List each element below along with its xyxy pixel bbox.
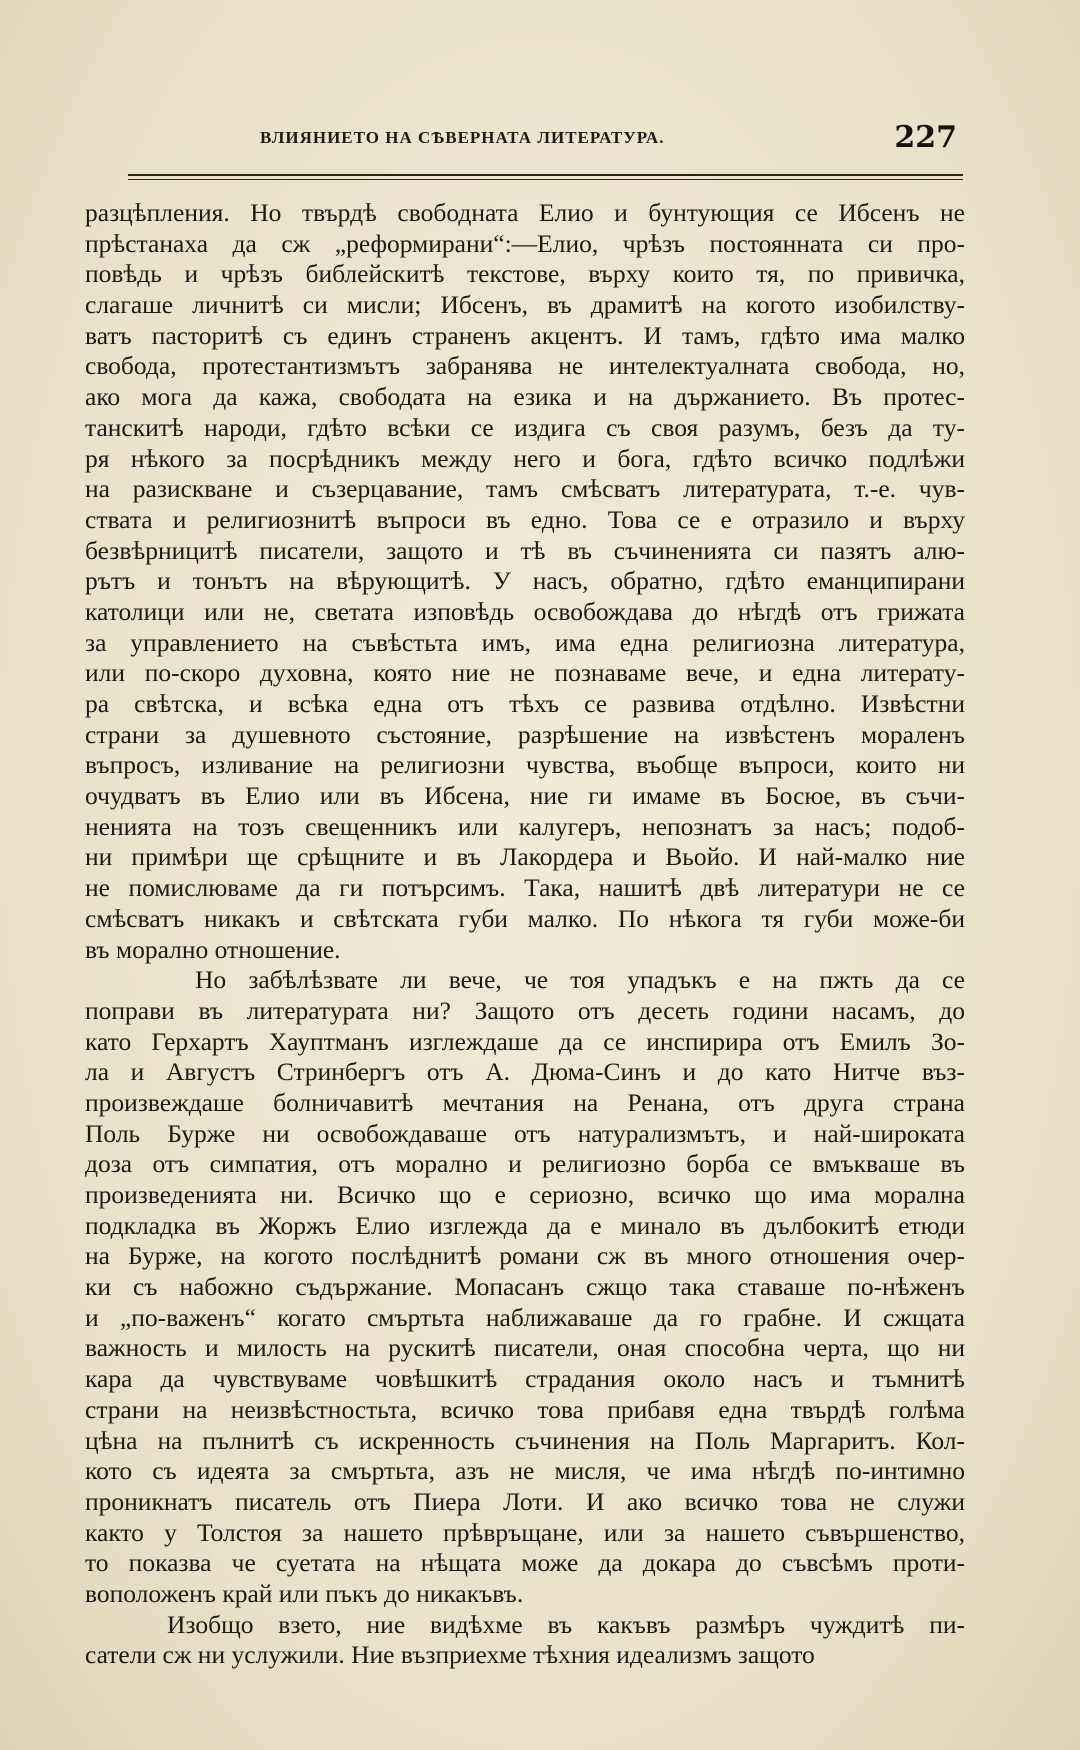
text-line: кото съ идеята за смъртьта, азъ не мисля, че има нѣгдѣ по-интимно (85, 1456, 965, 1486)
text-line: и „по-важенъ“ когато смъртьта наближаваше да го грабне. И сжщата (85, 1302, 965, 1332)
text-line: проникнатъ писатель отъ Пиера Лоти. И ако всичко това не служи (85, 1486, 965, 1516)
text-line: въпросъ, изливание на религиозни чувства, въобще въпроси, които ни (85, 750, 965, 780)
text-line: или по-скоро духовна, която ние не познаваме вече, и една литерату- (85, 658, 965, 688)
text-line: ствата и религиознитѣ въпроси въ едно. Това се е отразило и върху (85, 504, 965, 534)
text-line: свобода, протестантизмътъ забранява не интелектуалната свобода, но, (85, 351, 965, 381)
text-line: то показва че суетата на нѣщата може да докара до съвсѣмъ проти- (85, 1548, 965, 1578)
text-line: танскитѣ народи, гдѣто всѣки се издига съ своя разумъ, безъ да ту- (85, 412, 965, 442)
text-line: ла и Августъ Стринбергъ отъ А. Дюма-Синъ и до като Нитче въз- (85, 1057, 965, 1087)
text-line: ра свѣтска, и всѣка една отъ тѣхъ се развива отдѣлно. Извѣстни (85, 689, 965, 718)
text-line: както у Толстоя за нашето прѣвръщане, или за нашето съвършенство, (85, 1517, 965, 1547)
body-text (85, 198, 965, 1671)
text-line: поправи въ литературата ни? Защото отъ десеть години насамъ, до (85, 995, 965, 1025)
text-line: не помислюваме да ги потърсимъ. Така, нашитѣ двѣ литератури не се (85, 873, 965, 903)
text-line: като Герхартъ Хауптманъ изглеждаше да се инспирира отъ Емилъ Зо- (85, 1026, 965, 1056)
text-line: Но забѣлѣзвате ли вече, че тоя упадъкъ е на пжть да се (195, 965, 965, 995)
text-line: ненията на тозъ свещенникъ или калугеръ, непознатъ за насъ; подоб- (85, 811, 965, 841)
text-line: безвѣрницитѣ писатели, защото и тѣ въ съчиненията си пазятъ алю- (85, 535, 965, 565)
header-rule-thin (128, 179, 963, 180)
text-line: ни примѣри ще срѣщните и въ Лакордера и Вьойо. И най-малко ние (85, 842, 965, 872)
text-line: смѣсватъ никакъ и свѣтската губи малко. По нѣкога тя губи може-би (85, 903, 965, 933)
text-line: въ морално отношение. (85, 934, 341, 964)
text-line: разцѣпления. Но твърдѣ свободната Елио и бунтующия се Ибсенъ не (85, 198, 965, 227)
text-line: важность и милость на рускитѣ писатели, оная способна черта, що ни (85, 1333, 965, 1363)
text-line: повѣдь и чрѣзъ библейскитѣ текстове, върху които тя, по привичка, (85, 259, 965, 289)
paragraph (85, 198, 965, 965)
text-line: сатели сж ни услужили. Ние възприехме тѣхния идеализмъ защото (85, 1640, 815, 1670)
text-line: доза отъ симпатия, отъ морално и религиозно борба се вмъкваше въ (85, 1149, 965, 1179)
text-line: на Бурже, на когото послѣднитѣ романи сж въ много отношения очер- (85, 1241, 965, 1271)
page-number: 227 (894, 120, 957, 155)
text-line: воположенъ край или пъкъ до никакъвъ. (85, 1578, 524, 1608)
text-line: за управлението на съвѣстьта имъ, има една религиозна литература, (85, 627, 965, 657)
header-rule (128, 174, 963, 176)
text-line: страни за душевното състояние, разрѣшение на извѣстенъ мораленъ (85, 719, 965, 749)
paragraph (85, 965, 965, 1609)
text-line: рътъ и тонътъ на вѣрующитѣ. У насъ, обратно, гдѣто еманципирани (85, 566, 965, 596)
text-line: Поль Бурже ни освобождаваше отъ натурализмътъ, и най-широката (85, 1118, 965, 1148)
text-line: Изобщо взето, ние видѣхме въ какъвъ размѣръ чуждитѣ пи- (167, 1609, 965, 1639)
text-line: произведенията ни. Всичко що е сериозно, всичко що има морална (85, 1180, 965, 1209)
paragraph (85, 1610, 965, 1671)
text-line: очудватъ въ Елио или въ Ибсена, ние ги имаме въ Босюе, въ съчи- (85, 781, 965, 811)
text-line: ки съ набожно съдържание. Мопасанъ сжщо така ставаше по-нѣженъ (85, 1272, 965, 1302)
text-line: страни на неизвѣстностьта, всичко това прибавя една твърдѣ голѣма (85, 1394, 965, 1424)
text-line: ако мога да кажа, свободата на езика и на държанието. Въ протес- (85, 382, 965, 412)
page-header (125, 118, 965, 168)
text-line: цѣна на пълнитѣ съ искренность съчинения на Поль Маргаритъ. Кол- (85, 1425, 965, 1455)
text-line: подкладка въ Жоржъ Елио изглежда да е минало въ дълбокитѣ етюди (85, 1210, 965, 1240)
text-line: на разискване и съзерцавание, тамъ смѣсватъ литературата, т.-е. чув- (85, 474, 965, 504)
text-line: ря нѣкого за посрѣдникъ между него и бога, гдѣто всичко подлѣжи (85, 443, 965, 473)
text-line: католици или не, светата изповѣдь освобождава до нѣгдѣ отъ грижата (85, 596, 965, 626)
text-line: кара да чувствуваме човѣшкитѣ страдания около насъ и тъмнитѣ (85, 1364, 965, 1394)
text-line: ватъ пасторитѣ съ единъ страненъ акцентъ. И тамъ, гдѣто има малко (85, 320, 965, 350)
text-line: слагаше личнитѣ си мисли; Ибсенъ, въ драмитѣ на когото изобилству- (85, 290, 965, 320)
running-title: ВЛИЯНИЕТО НА СѢВЕРНАТА ЛИТЕРАТУРА. (260, 128, 665, 147)
text-line: произвеждаше болничавитѣ мечтания на Ренана, отъ друга страна (85, 1087, 965, 1117)
text-line: прѣстанаха да сж „реформирани“:—Елио, чрѣзъ постоянната си про- (85, 228, 965, 258)
